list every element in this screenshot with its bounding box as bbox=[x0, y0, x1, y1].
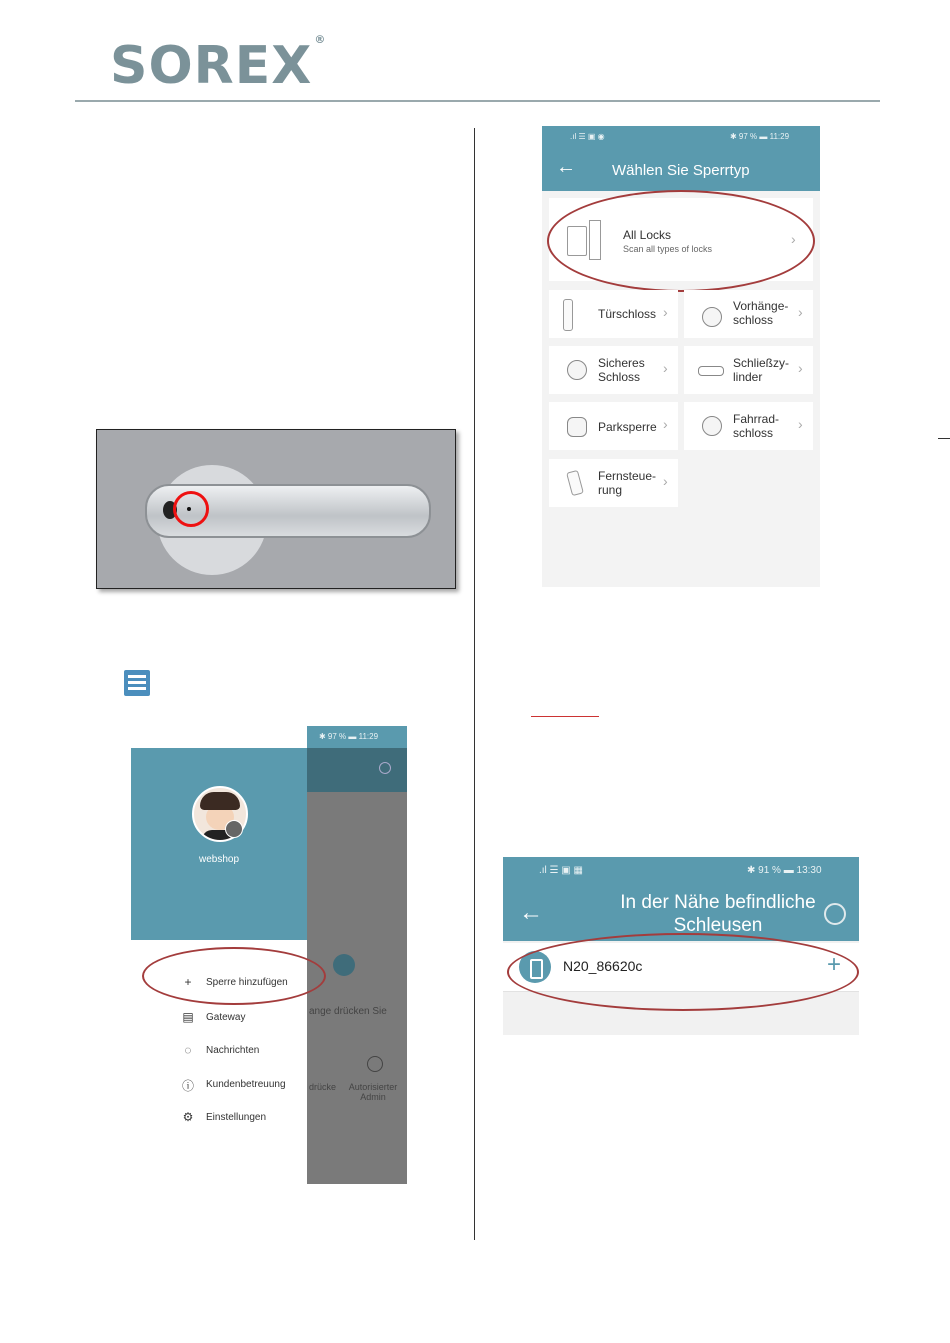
drawer-header bbox=[131, 748, 307, 940]
phone-screenshot-side-menu bbox=[131, 726, 407, 1184]
door-handle-photo bbox=[96, 429, 456, 589]
chevron-right-icon: › bbox=[663, 360, 668, 376]
page-title: Wählen Sie Sperrtyp bbox=[612, 162, 750, 179]
hamburger-menu-icon bbox=[124, 670, 150, 696]
phone-screenshot-lock-type bbox=[542, 126, 820, 587]
phone-screenshot-nearby-locks bbox=[503, 857, 859, 1035]
door-lock-icon bbox=[563, 299, 573, 331]
parking-lock-icon bbox=[567, 417, 587, 437]
type-fahrradschloss[interactable] bbox=[684, 402, 813, 450]
remote-icon bbox=[566, 470, 584, 496]
cylinder-icon bbox=[698, 366, 724, 376]
status-icons-left: .ıl ☰ ▣ ▦ bbox=[539, 865, 583, 876]
reset-hole-highlight bbox=[173, 491, 209, 527]
username: webshop bbox=[198, 854, 240, 865]
bike-lock-icon bbox=[702, 416, 722, 436]
status-bar-right: ✱ 97 % ▬ 11:29 bbox=[730, 132, 790, 141]
menu-item-gateway[interactable]: Gateway bbox=[206, 1012, 246, 1023]
type-label: Fahrrad- schloss bbox=[733, 412, 780, 440]
type-sicheres-schloss[interactable] bbox=[549, 346, 678, 394]
menu-item-settings[interactable]: Einstellungen bbox=[206, 1112, 267, 1123]
type-label: Parksperre bbox=[598, 420, 657, 434]
all-locks-subtitle: Scan all types of locks bbox=[623, 244, 713, 254]
device-name: N20_86620c bbox=[563, 958, 643, 974]
back-arrow-icon[interactable]: ← bbox=[519, 899, 543, 926]
dimmed-tab-left: drücke bbox=[309, 1082, 337, 1092]
chevron-right-icon: › bbox=[798, 304, 803, 320]
all-locks-title: All Locks bbox=[623, 228, 672, 242]
type-label: Vorhänge- schloss bbox=[733, 299, 789, 327]
message-icon: ◌ bbox=[184, 1043, 192, 1057]
menu-item-messages[interactable]: Nachrichten bbox=[206, 1045, 260, 1056]
back-arrow-icon[interactable]: ← bbox=[556, 156, 576, 178]
type-schliesszylinder[interactable] bbox=[684, 346, 813, 394]
menu-item-support[interactable]: Kundenbetreuung bbox=[206, 1079, 286, 1090]
type-label: Fernsteue- rung bbox=[598, 469, 657, 497]
type-parksperre[interactable] bbox=[549, 402, 678, 450]
red-underline bbox=[531, 716, 599, 717]
info-icon: ⓘ bbox=[181, 1079, 194, 1093]
loading-spinner-icon bbox=[824, 903, 846, 925]
chevron-right-icon: › bbox=[663, 304, 668, 320]
type-label: Sicheres Schloss bbox=[598, 356, 645, 384]
edit-avatar-icon[interactable] bbox=[225, 820, 243, 838]
dimmed-tab-right: Autorisierter Admin bbox=[348, 1082, 398, 1102]
all-locks-highlight bbox=[547, 190, 815, 292]
device-highlight bbox=[507, 933, 859, 1011]
type-label: Türschloss bbox=[598, 307, 657, 321]
settings-icon: ⚙ bbox=[182, 1110, 194, 1124]
status-icons-left: .ıl ☰ ▣ ◉ bbox=[570, 132, 605, 141]
add-lock-highlight bbox=[142, 947, 326, 1005]
dimmed-app-header bbox=[307, 748, 407, 792]
chevron-right-icon: › bbox=[791, 231, 796, 247]
plus-icon: + bbox=[184, 975, 192, 989]
chevron-right-icon: › bbox=[798, 416, 803, 432]
header-divider bbox=[75, 100, 880, 102]
type-label: Schließzy- linder bbox=[733, 356, 790, 384]
chevron-right-icon: › bbox=[663, 473, 668, 489]
margin-tick bbox=[938, 438, 950, 439]
menu-item-add-lock[interactable]: Sperre hinzufügen bbox=[206, 977, 288, 988]
dimmed-fingerprint-icon bbox=[333, 954, 355, 976]
add-circle-icon bbox=[379, 762, 391, 774]
chevron-right-icon: › bbox=[663, 416, 668, 432]
sorex-logo: SOREX ® bbox=[110, 32, 327, 96]
avatar-hair bbox=[200, 792, 240, 810]
status-bar-right: ✱ 91 % ▬ 13:30 bbox=[747, 865, 822, 876]
page-title: In der Nähe befindliche Schleusen bbox=[620, 892, 816, 936]
app-header bbox=[503, 857, 859, 941]
chevron-right-icon: › bbox=[798, 360, 803, 376]
admin-user-icon bbox=[367, 1056, 383, 1072]
column-divider bbox=[474, 128, 475, 1240]
app-header bbox=[542, 126, 820, 191]
type-tuerschloss[interactable] bbox=[549, 290, 678, 338]
gateway-icon: ▤ bbox=[182, 1010, 194, 1024]
dimmed-hint-text: ange drücken Sie bbox=[309, 1006, 387, 1017]
safe-lock-icon bbox=[567, 360, 587, 380]
padlock-icon bbox=[702, 307, 722, 327]
type-fernsteuerung[interactable] bbox=[549, 459, 678, 507]
type-vorhaengeschloss[interactable] bbox=[684, 290, 813, 338]
add-device-icon[interactable]: + bbox=[827, 951, 842, 978]
status-bar-right: ✱ 97 % ▬ 11:29 bbox=[319, 732, 379, 741]
